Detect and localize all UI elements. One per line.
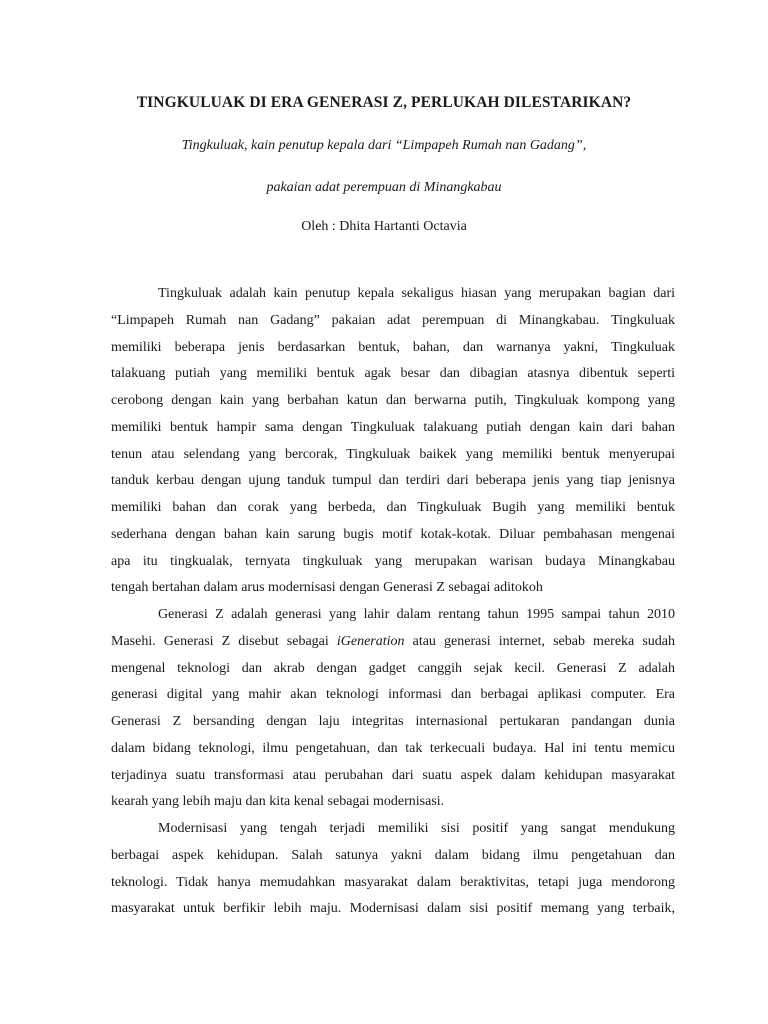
paragraph-2: [111, 602, 675, 816]
paragraph-line: “Limpapeh Rumah nan Gadang” pakaian adat perempuan di Minangkabau. Tingkuluak: [111, 312, 675, 328]
author-byline: Oleh : Dhita Hartanti Octavia: [301, 219, 467, 234]
paragraph-line: memiliki bentuk hampir sama dengan Tingkuluak talakuang putiah dengan kain dari bahan: [111, 419, 675, 435]
paragraph-line: tanduk kerbau dengan ujung tanduk tumpul dan terdiri dari beberapa jenis yang tiap jenisnya: [111, 473, 675, 489]
paragraph-line: dalam bidang teknologi, ilmu pengetahuan, dan tak terkecuali budaya. Hal ini tentu memicu: [111, 740, 675, 756]
paragraph-line: sederhana dengan bahan kain sarung bugis motif kotak-kotak. Diluar pembahasan mengenai: [111, 526, 675, 542]
paragraph-line: memiliki bahan dan corak yang berbeda, dan Tingkuluak Bugih yang memiliki bentuk: [111, 500, 675, 515]
document-title: TINGKULUAK DI ERA GENERASI Z, PERLUKAH DILESTARIKAN?: [136, 94, 632, 111]
paragraph-line: teknologi. Tidak hanya memudahkan masyarakat dalam beraktivitas, tetapi juga mendorong: [111, 874, 675, 890]
paragraph-3: [111, 816, 675, 923]
paragraph-line: Generasi Z adalah generasi yang lahir dalam rentang tahun 1995 sampai tahun 2010: [158, 607, 675, 622]
paragraph-line: berbagai aspek kehidupan. Salah satunya yakni dalam bidang ilmu pengetahuan dan: [111, 847, 675, 863]
paragraph-line: memiliki beberapa jenis berdasarkan bentuk, bahan, dan warnanya yakni, Tingkuluak: [111, 339, 675, 355]
paragraph-line: tengah bertahan dalam arus modernisasi dengan Generasi Z sebagai aditokoh: [111, 580, 543, 596]
paragraph-line: kearah yang lebih maju dan kita kenal sebagai modernisasi.: [111, 794, 445, 810]
subtitle-line-2: pakaian adat perempuan di Minangkabau: [266, 180, 502, 195]
paragraph-line: cerobong dengan kain yang berbahan katun dan berwarna putih, Tingkuluak kompong yang: [111, 393, 675, 408]
paragraph-line: talakuang putiah yang memiliki bentuk agak besar dan dibagian atasnya dibentuk seperti: [111, 366, 675, 382]
paragraph-line: tenun atau selendang yang bercorak, Tingkuluak baikek yang memiliki bentuk menyerupai: [111, 446, 675, 462]
paragraph-line: Modernisasi yang tengah terjadi memiliki sisi positif yang sangat mendukung: [158, 821, 675, 836]
paragraph-line: mengenal teknologi dan akrab dengan gadget canggih sejak kecil. Generasi Z adalah: [111, 660, 675, 676]
line-text: Masehi. Generasi Z disebut sebagai: [111, 633, 337, 649]
subtitle-line-1: Tingkuluak, kain penutup kepala dari “Limpapeh Rumah nan Gadang”,: [181, 138, 587, 153]
paragraph-line: [111, 629, 675, 656]
paragraph-1: [111, 281, 675, 602]
paragraph-line: Tingkuluak adalah kain penutup kepala sekaligus hiasan yang merupakan bagian dari: [158, 286, 675, 301]
paragraph-line: masyarakat untuk berfikir lebih maju. Modernisasi dalam sisi positif memang yang terbaik,: [111, 901, 675, 917]
paragraph-line: Generasi Z bersanding dengan laju integritas internasional pertukaran pandangan dunia: [111, 714, 675, 729]
italic-term: iGeneration: [336, 633, 405, 649]
paragraph-line: terjadinya suatu transformasi atau perubahan dari suatu aspek dalam kehidupan masyarakat: [111, 767, 675, 783]
paragraph-line: generasi digital yang mahir akan teknologi informasi dan berbagai aplikasi computer. Era: [111, 687, 675, 703]
paragraph-line: apa itu tingkualak, ternyata tingkuluak yang merupakan warisan budaya Minangkabau: [111, 553, 675, 569]
body-text: [111, 281, 675, 923]
line-text: atau generasi internet, sebab mereka sudah: [404, 633, 675, 649]
